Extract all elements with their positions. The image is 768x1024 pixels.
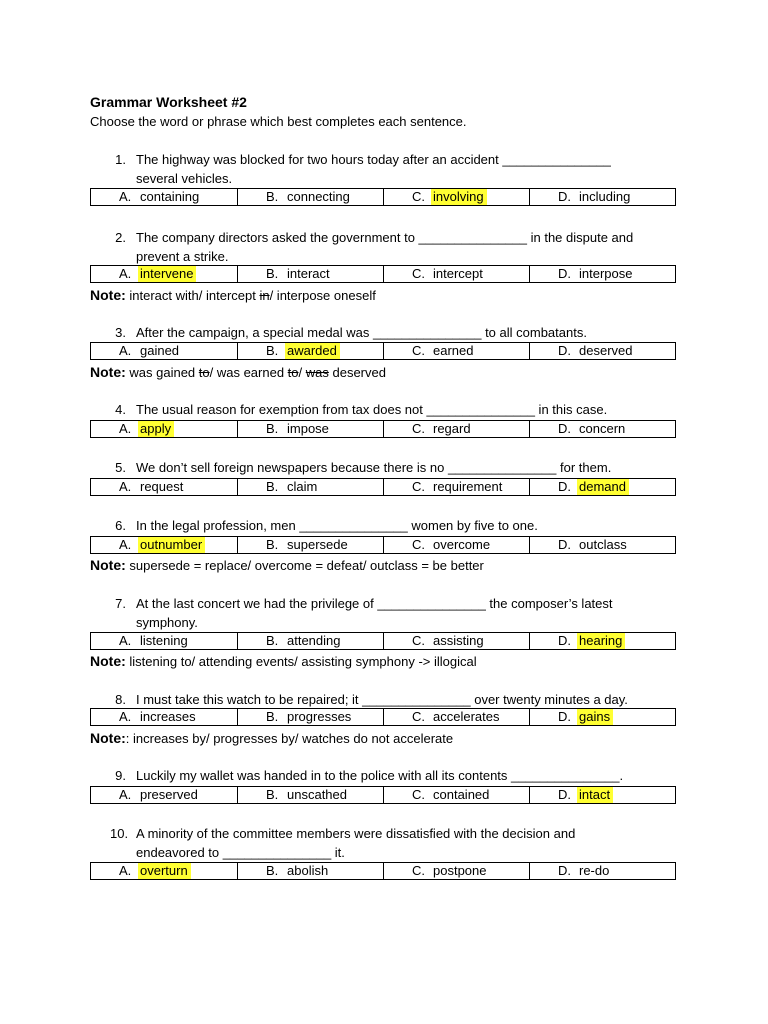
- answer-choice: [237, 266, 383, 282]
- answer-choice: [529, 266, 675, 282]
- choice-letter: D.: [558, 479, 571, 494]
- choice-word-highlighted: intact: [577, 787, 613, 803]
- choice-letter: B.: [266, 266, 279, 281]
- choice-letter: C.: [412, 537, 425, 552]
- note-struck-text: to: [198, 365, 210, 380]
- question-number: 10.: [110, 826, 129, 841]
- choice-word: supersede: [287, 537, 348, 552]
- choice-letter: D.: [558, 421, 571, 436]
- answer-choice: [91, 479, 237, 495]
- choice-letter: A.: [119, 421, 132, 436]
- answer-choice: [237, 633, 383, 649]
- choice-letter: D.: [558, 709, 571, 724]
- answer-choice: [529, 537, 675, 553]
- choice-letter: A.: [119, 787, 132, 802]
- choice-word-highlighted: involving: [431, 189, 487, 205]
- choice-letter: C.: [412, 863, 425, 878]
- choice-letter: C.: [412, 709, 425, 724]
- choice-letter: D.: [558, 537, 571, 552]
- worksheet-title: Grammar Worksheet #2: [90, 94, 247, 110]
- question-text: We don’t sell foreign newspapers because there is no _______________ for them.: [136, 460, 612, 475]
- choice-letter: C.: [412, 633, 425, 648]
- choice-word: postpone: [433, 863, 487, 878]
- choice-letter: B.: [266, 189, 279, 204]
- answer-choices-row: [90, 420, 676, 438]
- answer-choices-row: [90, 632, 676, 650]
- question-text: After the campaign, a special medal was _______________ to all combatants.: [136, 325, 587, 340]
- question-number: 9.: [115, 768, 126, 783]
- answer-choice: [91, 343, 237, 359]
- answer-choice: [383, 343, 529, 359]
- choice-word: deserved: [579, 343, 633, 358]
- note-label: Note:: [90, 730, 126, 746]
- answer-choice: [91, 266, 237, 282]
- choice-word: contained: [433, 787, 490, 802]
- choice-word: preserved: [140, 787, 198, 802]
- note-text: was gained: [125, 365, 199, 380]
- choice-letter: B.: [266, 479, 279, 494]
- choice-word: attending: [287, 633, 341, 648]
- choice-letter: A.: [119, 633, 132, 648]
- answer-choice: [91, 863, 237, 879]
- choice-letter: B.: [266, 633, 279, 648]
- answer-choice: [383, 863, 529, 879]
- choice-letter: A.: [119, 479, 132, 494]
- choice-letter: C.: [412, 189, 425, 204]
- choice-letter: D.: [558, 633, 571, 648]
- answer-choice: [529, 421, 675, 437]
- choice-word: concern: [579, 421, 626, 436]
- note-text: listening to/ attending events/ assisting symphony -> illogical: [125, 654, 477, 669]
- choice-letter: B.: [266, 537, 279, 552]
- choice-word: interpose: [579, 266, 633, 281]
- question-text: symphony.: [136, 615, 198, 630]
- choice-letter: B.: [266, 863, 279, 878]
- answer-choice: [237, 421, 383, 437]
- choice-word-highlighted: hearing: [577, 633, 625, 649]
- answer-choice: [529, 343, 675, 359]
- answer-choice: [383, 479, 529, 495]
- choice-word-highlighted: demand: [577, 479, 629, 495]
- answer-choice: [529, 709, 675, 725]
- choice-word: requirement: [433, 479, 503, 494]
- choice-letter: C.: [412, 266, 425, 281]
- choice-word-highlighted: intervene: [138, 266, 196, 282]
- choice-word: increases: [140, 709, 196, 724]
- choice-word-highlighted: apply: [138, 421, 174, 437]
- answer-choice: [237, 189, 383, 205]
- answer-choice: [383, 709, 529, 725]
- answer-choice: [529, 863, 675, 879]
- question-text: At the last concert we had the privilege of _______________ the composer’s latest: [136, 596, 613, 611]
- choice-letter: C.: [412, 421, 425, 436]
- choice-word: regard: [433, 421, 471, 436]
- answer-note: [90, 652, 477, 671]
- answer-choice: [237, 863, 383, 879]
- answer-choices-row: [90, 862, 676, 880]
- choice-letter: C.: [412, 479, 425, 494]
- answer-choices-row: [90, 342, 676, 360]
- note-text: interact with/ intercept: [125, 288, 260, 303]
- answer-choice: [529, 189, 675, 205]
- note-text: / was earned: [209, 365, 288, 380]
- answer-choice: [383, 266, 529, 282]
- question-text: I must take this watch to be repaired; it _______________ over twenty minutes a day.: [136, 692, 628, 707]
- question-text: endeavored to _______________ it.: [136, 845, 345, 860]
- choice-letter: D.: [558, 787, 571, 802]
- answer-choice: [91, 633, 237, 649]
- note-struck-text: was: [305, 365, 329, 380]
- choice-word: outclass: [579, 537, 627, 552]
- answer-choice: [237, 343, 383, 359]
- choice-letter: D.: [558, 266, 571, 281]
- choice-letter: D.: [558, 189, 571, 204]
- answer-choices-row: [90, 786, 676, 804]
- choice-word: assisting: [433, 633, 484, 648]
- answer-choice: [91, 421, 237, 437]
- answer-choice: [529, 787, 675, 803]
- note-struck-text: in: [259, 288, 270, 303]
- question-text: In the legal profession, men _______________ women by five to one.: [136, 518, 538, 533]
- note-text: : increases by/ progresses by/ watches do not accelerate: [125, 731, 454, 746]
- question-number: 1.: [115, 152, 126, 167]
- choice-word: overcome: [433, 537, 491, 552]
- choice-word: re-do: [579, 863, 610, 878]
- answer-choices-row: [90, 708, 676, 726]
- answer-note: [90, 556, 484, 575]
- answer-choice: [383, 633, 529, 649]
- choice-word-highlighted: overturn: [138, 863, 191, 879]
- choice-letter: C.: [412, 343, 425, 358]
- answer-note: [90, 729, 453, 748]
- choice-word: request: [140, 479, 184, 494]
- question-text: A minority of the committee members were dissatisfied with the decision and: [136, 826, 576, 841]
- choice-word: containing: [140, 189, 200, 204]
- choice-word-highlighted: outnumber: [138, 537, 205, 553]
- choice-letter: A.: [119, 537, 132, 552]
- choice-letter: A.: [119, 189, 132, 204]
- choice-letter: D.: [558, 863, 571, 878]
- choice-word-highlighted: awarded: [285, 343, 340, 359]
- choice-letter: B.: [266, 421, 279, 436]
- answer-choice: [91, 537, 237, 553]
- choice-letter: A.: [119, 266, 132, 281]
- answer-choice: [237, 709, 383, 725]
- answer-choice: [383, 189, 529, 205]
- question-number: 5.: [115, 460, 126, 475]
- note-text: /: [298, 365, 306, 380]
- choice-word-highlighted: gains: [577, 709, 613, 725]
- choice-word: gained: [140, 343, 180, 358]
- question-number: 4.: [115, 402, 126, 417]
- question-number: 3.: [115, 325, 126, 340]
- note-text: deserved: [328, 365, 386, 380]
- question-text: prevent a strike.: [136, 249, 229, 264]
- question-number: 8.: [115, 692, 126, 707]
- choice-letter: C.: [412, 787, 425, 802]
- worksheet-instructions: Choose the word or phrase which best completes each sentence.: [90, 114, 467, 129]
- choice-word: intercept: [433, 266, 483, 281]
- note-label: Note:: [90, 287, 126, 303]
- answer-choices-row: [90, 536, 676, 554]
- choice-letter: A.: [119, 863, 132, 878]
- choice-letter: A.: [119, 343, 132, 358]
- choice-word: accelerates: [433, 709, 500, 724]
- choice-word: including: [579, 189, 631, 204]
- note-label: Note:: [90, 364, 126, 380]
- question-text: The company directors asked the government to _______________ in the dispute and: [136, 230, 634, 245]
- choice-letter: A.: [119, 709, 132, 724]
- answer-choice: [237, 537, 383, 553]
- choice-word: claim: [287, 479, 318, 494]
- note-text: supersede = replace/ overcome = defeat/ outclass = be better: [125, 558, 484, 573]
- question-text: several vehicles.: [136, 171, 233, 186]
- question-text: The usual reason for exemption from tax does not _______________ in this case.: [136, 402, 608, 417]
- answer-choice: [237, 787, 383, 803]
- question-number: 6.: [115, 518, 126, 533]
- answer-choices-row: [90, 188, 676, 206]
- choice-letter: B.: [266, 787, 279, 802]
- choice-word: abolish: [287, 863, 329, 878]
- choice-word: earned: [433, 343, 474, 358]
- note-label: Note:: [90, 557, 126, 573]
- choice-letter: D.: [558, 343, 571, 358]
- note-struck-text: to: [287, 365, 299, 380]
- choice-word: listening: [140, 633, 188, 648]
- answer-choice: [529, 633, 675, 649]
- note-text: / interpose oneself: [269, 288, 376, 303]
- choice-word: unscathed: [287, 787, 347, 802]
- answer-choice: [529, 479, 675, 495]
- answer-choice: [91, 189, 237, 205]
- choice-letter: B.: [266, 343, 279, 358]
- answer-choice: [91, 709, 237, 725]
- choice-word: interact: [287, 266, 330, 281]
- question-text: Luckily my wallet was handed in to the police with all its contents _______________.: [136, 768, 624, 783]
- question-number: 7.: [115, 596, 126, 611]
- answer-note: [90, 363, 386, 382]
- answer-choice: [383, 787, 529, 803]
- answer-choice: [383, 421, 529, 437]
- choice-word: impose: [287, 421, 329, 436]
- answer-note: [90, 286, 376, 305]
- choice-word: connecting: [287, 189, 350, 204]
- choice-letter: B.: [266, 709, 279, 724]
- choice-word: progresses: [287, 709, 352, 724]
- answer-choices-row: [90, 478, 676, 496]
- answer-choice: [237, 479, 383, 495]
- note-label: Note:: [90, 653, 126, 669]
- answer-choice: [91, 787, 237, 803]
- question-number: 2.: [115, 230, 126, 245]
- question-text: The highway was blocked for two hours today after an accident _______________: [136, 152, 611, 167]
- answer-choices-row: [90, 265, 676, 283]
- answer-choice: [383, 537, 529, 553]
